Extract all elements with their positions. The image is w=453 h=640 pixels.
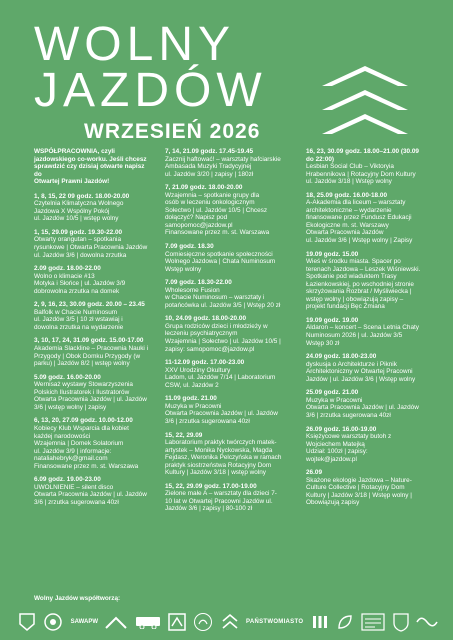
- event-date: 19.09 godz. 15.00: [306, 250, 359, 258]
- event-date: 5.09 godz. 16.00-20.00: [34, 373, 101, 381]
- event-date: 11-12.09 godz. 17.00-23.00: [165, 359, 245, 367]
- event-item: [165, 483, 289, 513]
- event-date: 16, 23, 30.09 godz. 18.00–21.00 (30.09 do 22:00): [306, 148, 419, 163]
- partner-logo-stamp-icon: [193, 612, 213, 632]
- title-line-2: JAZDÓW: [34, 64, 267, 117]
- event-item: [165, 148, 289, 178]
- event-date: 6, 13, 20, 27.09 godz. 10.00-12.00: [34, 417, 133, 425]
- event-description: dyskusja o Architekturze i Piknik Architektoniczny w Otwartej Pracowni Jazdów | ul. Jazdów 3/6 | Wstęp wolny: [306, 360, 416, 383]
- event-description: Akademia Slackline – Pracownia Nauki i Przygody | Obok Domku Przygody (w parku) | Jazdów 8/2 | wstęp wolny: [34, 345, 149, 368]
- event-item: [34, 229, 152, 259]
- event-item: [165, 315, 289, 353]
- partner-logo-arrows-icon: [221, 613, 239, 631]
- event-item: [306, 353, 432, 383]
- event-description: Wolno o klimacie #13 Motyka i Słońce | ul. Jazdów 3/9 dobrowolna zrzutka na domek: [34, 272, 126, 295]
- partner-logo-bus-icon: [135, 615, 161, 629]
- event-item: [306, 148, 432, 186]
- event-description: Kobiecy Klub Wsparcia dla kobiet każdej narodowości Wzajemnia | Domek Solatorium ul. Jazdów 3/9 | informacje: nataliahebryk@gmail.com Finansowane przez m. st. Warszawa: [34, 424, 139, 470]
- event-date: 7, 14, 21.09 godz. 17.45-19.45: [165, 148, 254, 155]
- event-date: 26.09: [306, 469, 322, 477]
- partner-logo-wave-icon: [416, 614, 438, 630]
- event-item: [34, 476, 152, 506]
- event-item: [306, 469, 432, 507]
- event-date: 7.09 godz. 18.30: [165, 243, 214, 251]
- event-item: [165, 184, 289, 237]
- event-description: XXV Urodziny Okultury Ladom, ul. Jazdów 7/14 | Laboratorium CSW, ul. Jazdów 2: [165, 366, 276, 389]
- partner-logo-bars-icon: [311, 613, 329, 631]
- event-date: 15, 22, 29.09: [165, 431, 203, 439]
- event-date: 7.09 godz. 18.30-22.00: [165, 279, 232, 287]
- event-item: [306, 317, 432, 347]
- event-description: Księżycowe warsztaty butoh z Wojciechem Matejką Udział: 100zł | zapisy: wojtek@jazdow.pl: [306, 433, 392, 463]
- event-date: 2.09 godz. 18.00-22.00: [34, 265, 101, 273]
- event-date: 25.09 godz. 21.00: [306, 389, 359, 397]
- events-column-2: [165, 148, 289, 519]
- event-date: 24.09 godz. 18.00-23.00: [306, 353, 377, 361]
- event-description: Muzyka w Pracowni Otwarta Pracownia Jazdów | ul. Jazdów 3/6 | zrzutka sugerowana 40zł: [165, 402, 278, 425]
- triple-chevron-logo-icon: [322, 66, 408, 138]
- event-date: 2, 9, 16, 23, 30.09 godz. 20.00 – 23.45: [34, 301, 145, 309]
- event-description: A-Akademia dla liceum – warsztaty architektoniczne – wydarzenie finansowane przez Fundusz Edukacji Ekologiczne m. st. Warszawy Otwarta Pracownia Jazdów ul. Jazdów 3/6 | Wstęp wolny | Zapisy: [306, 199, 413, 245]
- event-item: [165, 243, 289, 273]
- event-description: Balfolk w Chacie Numinosum ul. Jazdów 3/5 | 10 zł wstawiaj i dowolna zrzutka na wydarzenie: [34, 308, 124, 331]
- page-subtitle: WRZESIEŃ 2026: [84, 120, 261, 143]
- event-item: [165, 279, 289, 309]
- partner-logo-sawapw: SAWAPW: [70, 618, 98, 625]
- partner-logo-warsaw-icon: [18, 612, 36, 632]
- event-date: 1, 15, 29.09 godz. 19.30-22.00: [34, 228, 123, 236]
- event-date: 3, 10, 17, 24, 31.09 godz. 15.00-17.00: [34, 337, 144, 345]
- event-description: Czytelnia Klimatyczna Wolnego Jazdowa X Wspólny Pokój ul. Jazdów 10/5 | wstęp wolny: [34, 200, 124, 223]
- partner-logo-circle-icon: [43, 612, 63, 632]
- event-date: 11.09 godz. 21.00: [165, 395, 217, 403]
- event-item: [34, 193, 152, 223]
- event-date: 7, 21.09 godz. 18.00-20.00: [165, 184, 243, 192]
- event-date: 10, 24.09 godz. 18.00-20.00: [165, 315, 246, 323]
- event-description: Skażone ekologie Jazdowa – Nature- Culture Collective | Rotacyjny Dom Kultury | Jazdów 3/18 | Wstęp wolny | Obowiązują zapisy: [306, 476, 412, 507]
- event-description: Laboratorium praktyk twórczych matek- artystek – Monika Nyckowska, Magda Fejdasz, Weronika Pelczyńska w ramach praktyk siostrzeństwa Rotacyjny Dom Kultury | Jazdów 3/18 | wstęp wolny: [165, 439, 282, 477]
- event-description: Lesbian Social Club – Viktoryia Hrabennikova | Rotacyjny Dom Kultury ul. Jazdów 3/18 | Wstęp wolny: [306, 163, 416, 186]
- event-date: 6.09 godz. 19.00-23.00: [34, 476, 101, 484]
- event-item: [34, 337, 152, 367]
- event-list: [306, 148, 432, 507]
- event-list: [34, 193, 152, 507]
- event-item: [306, 192, 432, 245]
- event-item: [34, 265, 152, 295]
- event-list: [165, 148, 289, 513]
- event-item: [165, 432, 289, 477]
- event-description: Wholesome Fusion w Chacie Numinosum – warsztaty i potańcówka ul. Jazdów 3/5 | Wstęp 20 zł: [165, 286, 281, 309]
- event-description: Grupa rodziców dzieci i młodzieży w leczeniu psychiatrycznym Wzajemnia | Sołectwo | ul. Jazdów 10/5 | zapisy: samopomoc@jazdow.pl: [165, 322, 281, 353]
- event-date: 19.09 godz. 19.00: [306, 316, 359, 324]
- partners-label: Wolny Jazdów współtworzą:: [34, 595, 121, 602]
- event-item: [306, 251, 432, 311]
- partner-logo-panstwomiasto: PAŃSTWOMIASTO: [245, 618, 304, 625]
- event-date: 18, 25.09 godz. 16.00-18.00: [306, 191, 387, 199]
- events-column-3: [306, 148, 432, 513]
- event-description: Wernisaż wystawy Stowarzyszenia Polskich Ilustratorek i Ilustratorów Otwarta Pracownia Jazdów | ul. Jazdów 3/6 | wstęp wolny | zapisy: [34, 381, 147, 411]
- partner-logo-crest-icon: [393, 612, 409, 632]
- event-item: [306, 389, 432, 419]
- event-item: [306, 426, 432, 464]
- partner-logo-square-icon: [168, 613, 186, 631]
- event-description: Wzajemnia – spotkanie grupy dla osób w leczeniu onkologicznym Sołectwo | ul. Jazdów 10/5 | Chcesz dołączyć? Napisz pod samopomoc@jazdow.pl Finansowane przez m. st. Warszawa: [165, 191, 270, 237]
- partners-logo-row: [18, 610, 438, 634]
- event-item: [165, 395, 289, 425]
- coworking-intro: WSPÓŁPRACOWNIA, czyli jazdowskiego co-worku. Jeśli chcesz sprawdzić czy dzisiaj otwarte napisz do Otwartej Prawni Jazdów!: [34, 148, 147, 186]
- event-item: [165, 359, 289, 389]
- title-line-1: WOLNY: [34, 18, 236, 71]
- event-description: Zielone małe A – warsztaty dla dzieci 7- 10 lat w Otwartej Pracowni Jazdów ul. Jazdów 3/6 | zapisy | 80-100 zł: [165, 490, 277, 513]
- partner-logo-block-icon: [361, 613, 385, 631]
- event-item: [34, 417, 152, 470]
- event-date: 15, 22, 29.09 godz. 17.00-19.00: [165, 482, 257, 490]
- event-description: Zacznij haftować! – warsztaty hafciarskie Ambasada Muzyki Tradycyjnej ul. Jazdów 3/20 | zapisy | 180zł: [165, 155, 281, 178]
- event-description: Otwarty orangutan – spotkania rysunkowe | Otwarta Pracownia Jazdów ul. Jazdów 3/6 | dowolna zrzutka: [34, 236, 148, 259]
- events-column-1: [34, 148, 152, 512]
- event-date: 26.09 godz. 16.00-19.00: [306, 425, 377, 433]
- event-description: UWOLNIENIE – silent disco Otwarta Pracownia Jazdów | ul. Jazdów 3/6 | zrzutka sugerowana 40zł: [34, 483, 147, 506]
- event-date: 1, 8, 15, 22 09 godz. 18.00-20.00: [34, 192, 130, 200]
- event-item: [34, 374, 152, 412]
- partner-logo-chevron-icon: [105, 615, 127, 629]
- event-description: Aldaron – koncert – Scena Letnia Chaty Numinosum 2026 | ul. Jazdów 3/5 Wstęp 30 zł: [306, 324, 419, 347]
- event-description: Comiesięczne spotkanie społeczności Wolnego Jazdowa | Chata Numinosum Wstęp wolny: [165, 250, 276, 273]
- partner-logo-leaf-icon: [336, 613, 354, 631]
- event-item: [34, 301, 152, 331]
- event-description: Wieś w środku miasta. Spacer po terenach Jazdowa – Leszek Wiśniewski. Spotkanie pod wiaduktem Trasy Łazienkowskiej, po wschodniej stronie skrzyżowania Rozbrat / Myśliwiecka | wstęp wolny | obowiązują zapisy – projekt fundacji Bęc Zmiana: [306, 258, 421, 311]
- page-title: [34, 18, 267, 117]
- event-description: Muzyka w Pracowni Otwarta Pracownia Jazdów | ul. Jazdów 3/6 | zrzutka sugerowana 40zł: [306, 396, 419, 419]
